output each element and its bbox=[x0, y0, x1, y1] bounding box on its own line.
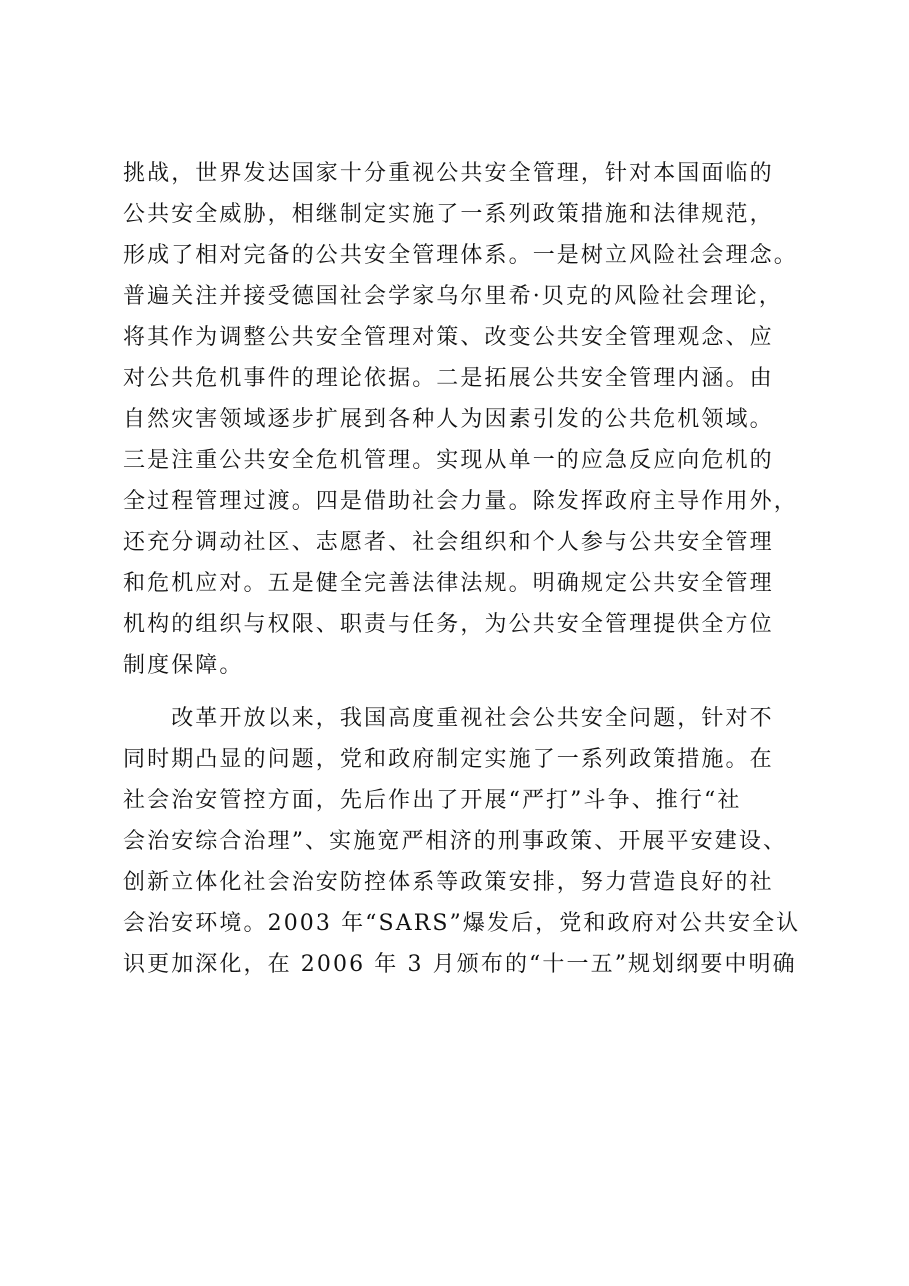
text-line: 全过程管理过渡。四是借助社会力量。除发挥政府主导作用外， bbox=[123, 489, 798, 514]
text-line: 对公共危机事件的理论依据。二是拓展公共安全管理内涵。由 bbox=[123, 366, 774, 391]
text-line: 自然灾害领域逐步扩展到各种人为因素引发的公共危机领域。 bbox=[123, 407, 774, 432]
text-line: 社会治安管控方面，先后作出了开展“严打”斗争、推行“社 bbox=[123, 788, 742, 813]
text-line: 形成了相对完备的公共安全管理体系。一是树立风险社会理念。 bbox=[123, 243, 798, 268]
text-line: 会治安环境。2003 年“SARS”爆发后，党和政府对公共安全认 bbox=[123, 911, 801, 936]
text-line: 挑战，世界发达国家十分重视公共安全管理，针对本国面临的 bbox=[123, 161, 774, 186]
text-line: 将其作为调整公共安全管理对策、改变公共安全管理观念、应 bbox=[123, 325, 774, 350]
text-line: 改革开放以来，我国高度重视社会公共安全问题，针对不 bbox=[123, 706, 774, 731]
text-line: 还充分调动社区、志愿者、社会组织和个人参与公共安全管理 bbox=[123, 530, 774, 555]
paragraph-1 bbox=[123, 153, 823, 686]
text-line: 识更加深化，在 2006 年 3 月颁布的“十一五”规划纲要中明确 bbox=[123, 952, 797, 977]
text-line: 会治安综合治理”、实施宽严相济的刑事政策、开展平安建设、 bbox=[123, 829, 788, 854]
text-line: 普遍关注并接受德国社会学家乌尔里希·贝克的风险社会理论， bbox=[123, 284, 783, 309]
text-line: 创新立体化社会治安防控体系等政策安排，努力营造良好的社 bbox=[123, 870, 774, 895]
text-line: 机构的组织与权限、职责与任务，为公共安全管理提供全方位 bbox=[123, 612, 774, 637]
text-line: 公共安全威胁，相继制定实施了一系列政策措施和法律规范， bbox=[123, 202, 774, 227]
text-line: 和危机应对。五是健全完善法律法规。明确规定公共安全管理 bbox=[123, 571, 774, 596]
document-body bbox=[123, 153, 823, 985]
paragraph-gap bbox=[123, 686, 823, 698]
text-line: 三是注重公共安全危机管理。实现从单一的应急反应向危机的 bbox=[123, 448, 774, 473]
paragraph-2 bbox=[123, 698, 823, 985]
text-line: 同时期凸显的问题，党和政府制定实施了一系列政策措施。在 bbox=[123, 747, 774, 772]
text-line: 制度保障。 bbox=[123, 653, 244, 678]
